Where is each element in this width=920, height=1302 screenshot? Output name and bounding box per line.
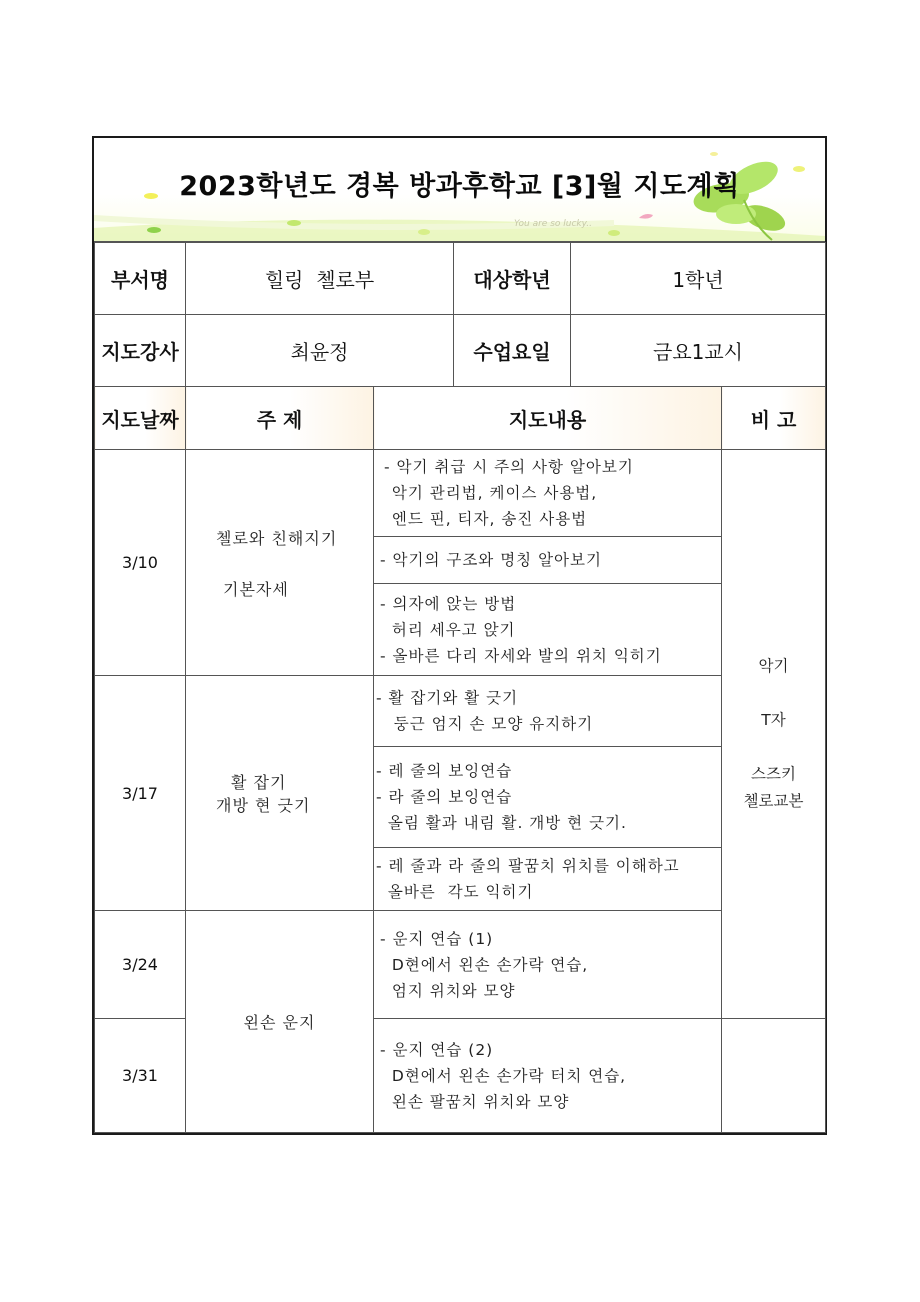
content-cell: - 악기의 구조와 명칭 알아보기 xyxy=(374,537,722,584)
title-banner xyxy=(94,138,825,242)
date-cell: 3/24 xyxy=(95,911,186,1019)
note-line: 스즈키 xyxy=(751,765,796,783)
table-row xyxy=(95,911,826,1019)
header-topic: 주 제 xyxy=(186,387,374,450)
info-table xyxy=(94,242,826,1133)
note-cell xyxy=(722,450,826,1019)
header-date: 지도날짜 xyxy=(95,387,186,450)
topic-line: 기본자세 xyxy=(223,579,289,599)
table-row xyxy=(95,676,826,747)
content-cell: - 활 잡기와 활 긋기 둥근 엄지 손 모양 유지하기 xyxy=(374,676,722,747)
content-cell: - 레 줄의 보잉연습 - 라 줄의 보잉연습 올림 활과 내림 활. 개방 현 긋기. xyxy=(374,747,722,848)
topic-cell xyxy=(186,450,374,676)
topic-cell xyxy=(186,676,374,911)
day-value: 금요1교시 xyxy=(571,315,826,387)
date-cell: 3/31 xyxy=(95,1019,186,1133)
note-cell-empty xyxy=(722,1019,826,1133)
day-label: 수업요일 xyxy=(454,315,571,387)
dept-value: 힐링 첼로부 xyxy=(186,243,454,315)
header-content: 지도내용 xyxy=(374,387,722,450)
teacher-value: 최윤정 xyxy=(186,315,454,387)
grade-value: 1학년 xyxy=(571,243,826,315)
note-line: T자 xyxy=(761,711,786,729)
topic-line: 개방 현 긋기 xyxy=(216,796,311,815)
note-line: 첼로교본 xyxy=(743,792,804,810)
topic-line: 왼손 운지 xyxy=(243,1013,316,1032)
content-cell: - 레 줄과 라 줄의 팔꿈치 위치를 이해하고 올바른 각도 익히기 xyxy=(374,848,722,911)
topic-line: 활 잡기 xyxy=(231,773,287,792)
date-cell: 3/17 xyxy=(95,676,186,911)
content-cell: - 운지 연습 (2) D현에서 왼손 손가락 터치 연습, 왼손 팔꿈치 위치와 모양 xyxy=(374,1019,722,1133)
document-title: 2023학년도 경복 방과후학교 [3]월 지도계획 xyxy=(179,171,740,202)
dept-label: 부서명 xyxy=(95,243,186,315)
content-cell: - 악기 취급 시 주의 사항 알아보기 악기 관리법, 케이스 사용법, 엔드 핀, 티자, 송진 사용법 xyxy=(374,450,722,537)
date-cell: 3/10 xyxy=(95,450,186,676)
lesson-plan-document xyxy=(92,136,827,1135)
svg-text:You are so lucky..: You are so lucky.. xyxy=(514,219,592,229)
grade-label: 대상학년 xyxy=(454,243,571,315)
header-note: 비 고 xyxy=(722,387,826,450)
table-row xyxy=(95,450,826,537)
note-line: 악기 xyxy=(758,657,789,675)
topic-line: 첼로와 친해지기 xyxy=(216,528,338,548)
teacher-label: 지도강사 xyxy=(95,315,186,387)
topic-cell xyxy=(186,911,374,1133)
content-cell: - 운지 연습 (1) D현에서 왼손 손가락 연습, 엄지 위치와 모양 xyxy=(374,911,722,1019)
content-cell: - 의자에 앉는 방법 허리 세우고 앉기 - 올바른 다리 자세와 발의 위치 익히기 xyxy=(374,584,722,676)
